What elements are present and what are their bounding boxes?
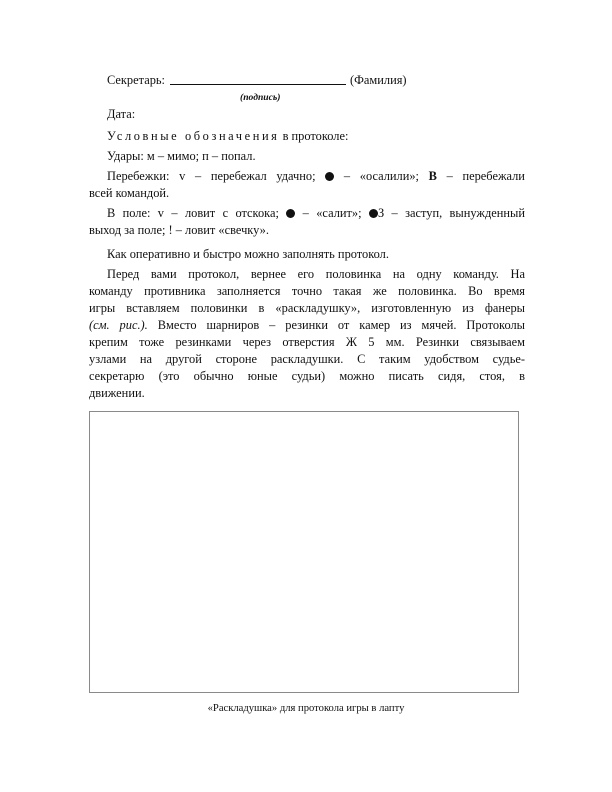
tagged-dot-icon: [325, 172, 334, 181]
legend-runs-line2: всей командой.: [89, 186, 170, 200]
legend-field-line2: выход за поле; ! – ловит «свечку».: [89, 223, 269, 237]
signature-hint: (подпись): [240, 92, 281, 103]
legend-field-text-1: В поле: v – ловит с отскока;: [107, 206, 279, 220]
paragraph-line-4: [89, 317, 525, 334]
paragraph-line-7: секретарю (это обычно юные судьи) можно писать сидя, стоя, в: [89, 369, 525, 383]
date-label: Дата:: [107, 107, 136, 121]
secretary-label: Секретарь:: [107, 73, 165, 87]
paragraph-line-8: движении.: [89, 386, 145, 400]
secretary-row: [107, 72, 407, 88]
legend-heading-rest: в протоколе:: [282, 129, 349, 143]
legend-runs: [107, 168, 525, 185]
legend-field: [107, 205, 525, 222]
foul-dot-icon: [369, 209, 378, 218]
legend-runs-text-4: – перебежали: [446, 169, 525, 183]
legend-field-text-3: З – заступ, вынужденный: [377, 206, 525, 220]
tag-dot-icon: [286, 209, 295, 218]
figure-frame: [89, 411, 519, 693]
legend-runs-text-3: В: [428, 169, 437, 183]
paragraph-line-2: команду противника заполняется точно такая же половинка. Во время: [89, 284, 525, 298]
figure-reference: (см. рис.).: [89, 318, 148, 332]
legend-runs-label: Перебежки:: [107, 169, 170, 183]
paragraph-line-3: игры вставляем половинки в «раскладушку», изготовленную из фанеры: [89, 301, 525, 315]
legend-runs-text-1: v – перебежал удачно;: [179, 169, 316, 183]
legend-runs-text-2: – «осалили»;: [343, 169, 419, 183]
legend-field-text-2: – «салит»;: [302, 206, 362, 220]
legend-shots: Удары: м – мимо; п – попал.: [107, 149, 256, 163]
paragraph-line-4-rest: Вместо шарниров – резинки от камер из мячей. Протоколы: [157, 318, 525, 332]
figure-caption: «Раскладушка» для протокола игры в лапту: [207, 703, 405, 714]
legend-heading-spaced: Условные обозначения: [107, 129, 280, 143]
surname-label: (Фамилия): [350, 73, 407, 87]
how-title: Как оперативно и быстро можно заполнять протокол.: [107, 247, 389, 261]
paragraph-line-5: крепим тоже резинками через отверстия Ж 5 мм. Резинки связываем: [89, 335, 525, 349]
paragraph-line-1: Перед вами протокол, вернее его половинка на одну команду. На: [107, 267, 525, 281]
signature-line: [170, 83, 346, 85]
legend-heading: [107, 128, 525, 145]
paragraph-line-6: узлами на другой стороне раскладушки. С таким удобством судье-: [89, 352, 525, 366]
